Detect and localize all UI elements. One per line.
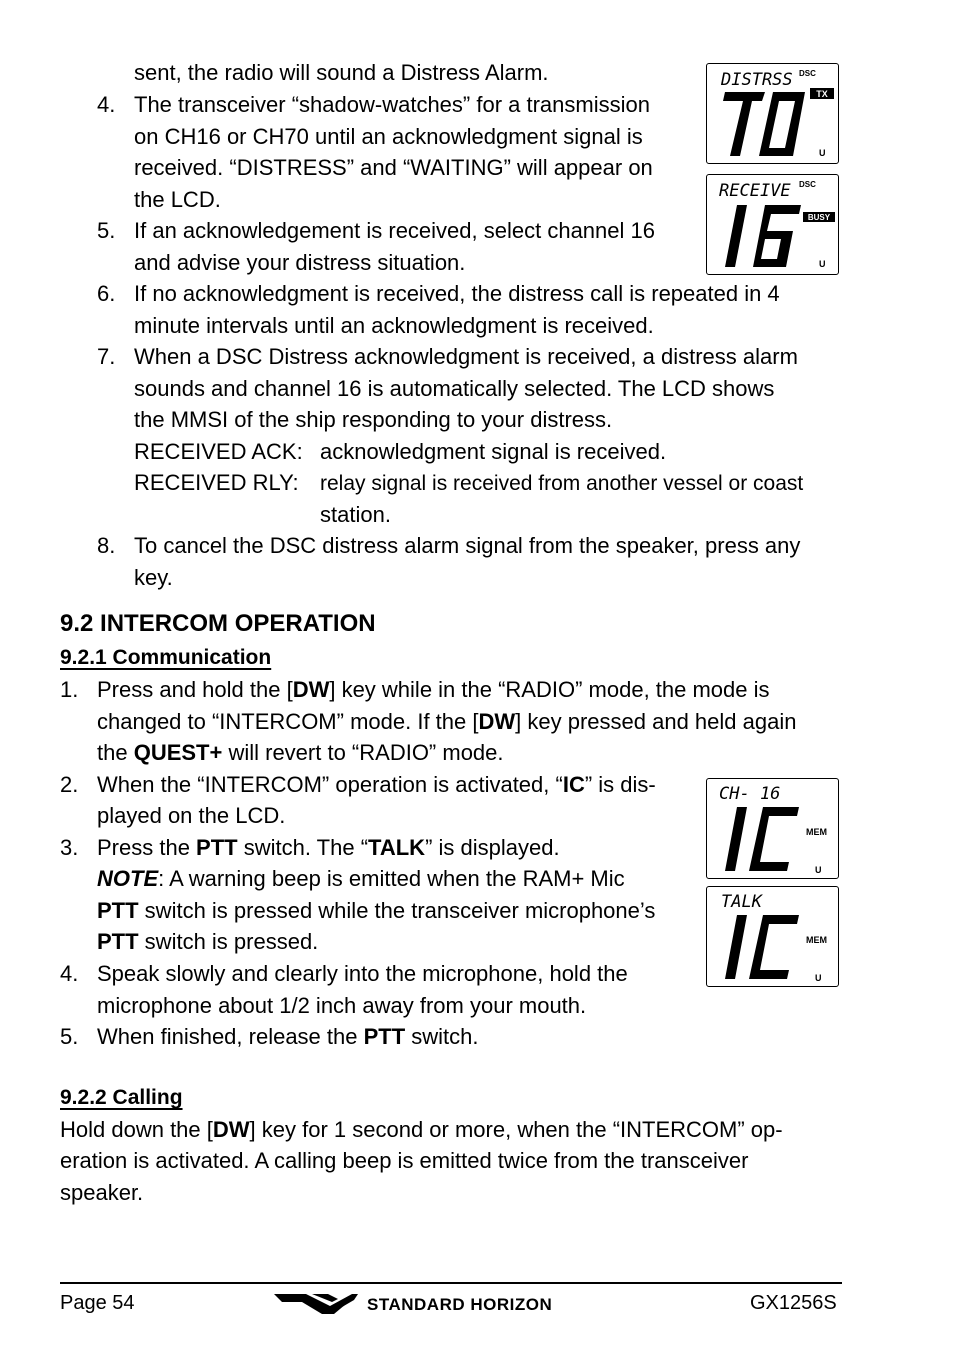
lcd-display-distress <box>706 63 839 164</box>
lcd-display-receive <box>706 174 839 275</box>
lcd-u-indicator: U <box>819 259 826 269</box>
rly-label: RECEIVED RLY: <box>134 470 299 495</box>
footer-rule <box>60 1282 842 1284</box>
model-number: GX1256S <box>750 1292 837 1314</box>
lcd-mem-indicator: MEM <box>806 827 827 837</box>
lcd-display-talk <box>706 886 839 987</box>
note: NOTE: A warning beep is emitted when the RAM+ Mic <box>97 866 625 891</box>
lcd-top-text: TALK <box>721 892 762 912</box>
section-heading: 9.2 INTERCOM OPERATION <box>60 610 376 637</box>
lcd-u-indicator: U <box>815 973 822 983</box>
brand-logo <box>272 1290 632 1318</box>
lcd-mem-indicator: MEM <box>806 935 827 945</box>
lcd-u-indicator: U <box>819 148 826 158</box>
lcd-busy-badge: BUSY <box>807 213 831 222</box>
lcd-display-intercom <box>706 778 839 879</box>
lcd-tx-badge: TX <box>816 89 828 99</box>
lcd-top-text: DISTRSS <box>721 70 793 90</box>
subsection-heading-calling: 9.2.2 Calling <box>60 1086 183 1109</box>
lcd-dsc-badge: DSC <box>799 180 816 189</box>
rly-text: relay signal is received from another vessel or coast <box>320 472 804 495</box>
brand-name: STANDARD HORIZON <box>367 1295 553 1314</box>
page-number: Page 54 <box>60 1292 135 1314</box>
lcd-top-text: CH- 16 <box>719 784 781 804</box>
lcd-u-indicator: U <box>815 865 822 875</box>
ack-text: acknowledgment signal is received. <box>320 439 667 464</box>
lcd-top-text: RECEIVE <box>719 181 791 201</box>
ack-label: RECEIVED ACK: <box>134 439 303 464</box>
lcd-dsc-badge: DSC <box>799 69 816 78</box>
rly-text-cont: station. <box>320 502 391 527</box>
subsection-heading-communication: 9.2.1 Communication <box>60 646 272 669</box>
brand-logo-icon <box>272 1290 632 1318</box>
